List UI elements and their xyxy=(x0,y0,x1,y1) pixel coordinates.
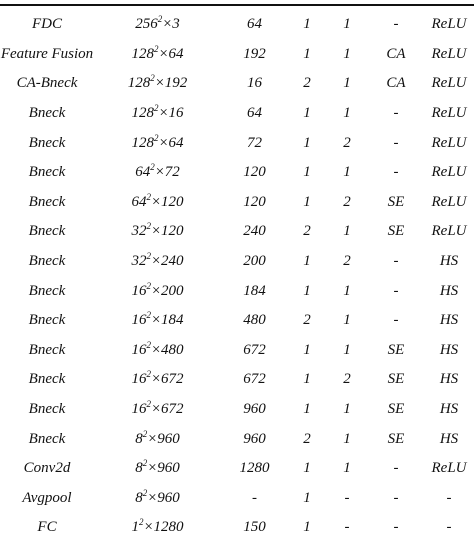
input-size-cell xyxy=(94,69,221,99)
stride-cell: 1 xyxy=(303,519,311,536)
input-size-exponent: 2 xyxy=(146,221,151,232)
repeat-cell: 1 xyxy=(343,282,351,299)
operator-cell: Bneck xyxy=(28,253,66,270)
input-size-exponent: 2 xyxy=(142,428,148,439)
operator-cell: Feature Fusion xyxy=(0,45,94,62)
input-size-cell xyxy=(94,365,221,395)
operator-cell: Bneck xyxy=(28,430,66,447)
operator-cell: Bneck xyxy=(28,105,66,122)
expansion-cell: 16 xyxy=(247,75,262,92)
input-size-exponent: 2 xyxy=(146,399,151,410)
table-row xyxy=(0,128,474,158)
input-size-channels: ×120 xyxy=(150,193,184,210)
stride-cell: 1 xyxy=(303,164,311,181)
attention-cell: CA xyxy=(386,75,406,92)
input-size-channels: ×200 xyxy=(150,282,184,299)
attention-cell: - xyxy=(393,489,399,506)
input-size-exponent: 2 xyxy=(153,43,159,54)
table-row xyxy=(0,454,474,484)
table-row xyxy=(0,276,474,306)
stride-cell: 2 xyxy=(303,312,311,329)
operator-cell: Bneck xyxy=(28,134,66,151)
input-size-cell xyxy=(94,158,221,188)
input-size-base: 64 xyxy=(131,193,147,210)
nonlinearity-cell: HS xyxy=(439,312,459,329)
repeat-cell: 1 xyxy=(343,164,351,181)
table-row xyxy=(0,336,474,366)
nonlinearity-cell: HS xyxy=(439,341,459,358)
attention-cell: - xyxy=(393,105,399,122)
input-size-cell xyxy=(94,40,221,70)
repeat-cell: - xyxy=(344,519,350,536)
input-size-channels: ×16 xyxy=(158,105,184,122)
expansion-cell: 672 xyxy=(243,341,266,358)
repeat-cell: - xyxy=(344,489,350,506)
attention-cell: SE xyxy=(387,371,405,388)
operator-cell: CA-Bneck xyxy=(16,75,78,92)
repeat-cell: 2 xyxy=(343,193,351,210)
stride-cell: 1 xyxy=(303,193,311,210)
stride-cell: 1 xyxy=(303,401,311,418)
table-row xyxy=(0,40,474,70)
input-size-channels: ×64 xyxy=(158,45,184,62)
operator-cell: Bneck xyxy=(28,282,66,299)
stride-cell: 2 xyxy=(303,223,311,240)
nonlinearity-cell: ReLU xyxy=(431,16,467,33)
input-size-cell xyxy=(94,424,221,454)
input-size-base: 64 xyxy=(135,164,151,181)
repeat-cell: 2 xyxy=(343,371,351,388)
table-row xyxy=(0,306,474,336)
input-size-exponent: 2 xyxy=(146,310,151,321)
table-row xyxy=(0,10,474,40)
input-size-channels: ×120 xyxy=(150,223,184,240)
attention-cell: SE xyxy=(387,223,405,240)
nonlinearity-cell: - xyxy=(446,519,452,536)
repeat-cell: 1 xyxy=(343,341,351,358)
expansion-cell: 672 xyxy=(243,371,266,388)
input-size-cell xyxy=(94,395,221,425)
nonlinearity-cell: HS xyxy=(439,371,459,388)
repeat-cell: 1 xyxy=(343,45,351,62)
input-size-exponent: 2 xyxy=(146,280,151,291)
nonlinearity-cell: HS xyxy=(439,430,459,447)
input-size-exponent: 2 xyxy=(157,14,163,25)
input-size-base: 128 xyxy=(131,45,154,62)
expansion-cell: 120 xyxy=(243,193,266,210)
stride-cell: 1 xyxy=(303,134,311,151)
attention-cell: SE xyxy=(387,341,405,358)
input-size-channels: ×184 xyxy=(150,312,184,329)
repeat-cell: 2 xyxy=(343,253,351,270)
input-size-base: 128 xyxy=(131,134,154,151)
input-size-channels: ×960 xyxy=(147,489,180,506)
input-size-exponent: 2 xyxy=(142,487,148,498)
attention-cell: - xyxy=(393,312,399,329)
stride-cell: 1 xyxy=(303,16,311,33)
expansion-cell: - xyxy=(252,489,257,506)
operator-cell: Bneck xyxy=(28,341,66,358)
repeat-cell: 1 xyxy=(343,16,351,33)
table-row xyxy=(0,395,474,425)
attention-cell: - xyxy=(393,134,399,151)
nonlinearity-cell: ReLU xyxy=(431,105,467,122)
expansion-cell: 480 xyxy=(243,312,266,329)
repeat-cell: 1 xyxy=(343,75,351,92)
table-body xyxy=(0,10,474,543)
operator-cell: Bneck xyxy=(28,193,66,210)
table-row xyxy=(0,99,474,129)
operator-cell: Bneck xyxy=(28,223,66,240)
table-row xyxy=(0,217,474,247)
stride-cell: 1 xyxy=(303,460,311,477)
stride-cell: 2 xyxy=(303,430,311,447)
expansion-cell: 72 xyxy=(247,134,262,151)
stride-cell: 2 xyxy=(303,75,311,92)
nonlinearity-cell: - xyxy=(446,489,452,506)
nonlinearity-cell: ReLU xyxy=(431,223,467,240)
operator-cell: FC xyxy=(37,519,57,536)
input-size-cell xyxy=(94,99,221,129)
input-size-base: 128 xyxy=(127,75,151,92)
input-size-cell xyxy=(94,10,221,40)
expansion-cell: 1280 xyxy=(239,460,270,477)
input-size-base: 128 xyxy=(131,105,154,122)
input-size-channels: ×1280 xyxy=(143,519,184,536)
input-size-exponent: 2 xyxy=(150,73,155,84)
input-size-channels: ×960 xyxy=(147,460,180,477)
operator-cell: Bneck xyxy=(28,164,66,181)
stride-cell: 1 xyxy=(303,45,311,62)
input-size-channels: ×240 xyxy=(150,253,184,270)
input-size-exponent: 2 xyxy=(153,132,159,143)
expansion-cell: 120 xyxy=(243,164,266,181)
table-row xyxy=(0,365,474,395)
expansion-cell: 64 xyxy=(247,105,262,122)
nonlinearity-cell: HS xyxy=(439,401,459,418)
input-size-base: 16 xyxy=(131,312,147,329)
input-size-channels: ×960 xyxy=(147,430,180,447)
expansion-cell: 192 xyxy=(243,45,266,62)
input-size-cell xyxy=(94,454,221,484)
input-size-base: 16 xyxy=(131,341,147,358)
repeat-cell: 1 xyxy=(343,401,351,418)
nonlinearity-cell: ReLU xyxy=(431,134,467,151)
input-size-cell xyxy=(94,276,221,306)
input-size-base: 16 xyxy=(131,371,147,388)
input-size-channels: ×672 xyxy=(150,371,184,388)
input-size-exponent: 2 xyxy=(138,517,144,528)
attention-cell: - xyxy=(393,164,399,181)
expansion-cell: 240 xyxy=(243,223,266,240)
table-row xyxy=(0,69,474,99)
nonlinearity-cell: ReLU xyxy=(431,460,467,477)
input-size-channels: ×3 xyxy=(162,16,180,33)
expansion-cell: 150 xyxy=(243,519,266,536)
input-size-base: 32 xyxy=(131,253,147,270)
input-size-base: 16 xyxy=(131,282,147,299)
table-row xyxy=(0,188,474,218)
repeat-cell: 1 xyxy=(343,312,351,329)
expansion-cell: 200 xyxy=(243,253,266,270)
input-size-cell xyxy=(94,336,221,366)
input-size-base: 32 xyxy=(131,223,147,240)
nonlinearity-cell: ReLU xyxy=(431,193,467,210)
input-size-base: 8 xyxy=(135,460,143,477)
table-row xyxy=(0,424,474,454)
repeat-cell: 1 xyxy=(343,460,351,477)
stride-cell: 1 xyxy=(303,282,311,299)
input-size-channels: ×192 xyxy=(154,75,188,92)
repeat-cell: 1 xyxy=(343,223,351,240)
input-size-cell xyxy=(94,306,221,336)
expansion-cell: 960 xyxy=(243,401,266,418)
input-size-channels: ×480 xyxy=(150,341,184,358)
repeat-cell: 2 xyxy=(343,134,351,151)
input-size-exponent: 2 xyxy=(146,369,151,380)
input-size-base: 8 xyxy=(135,489,143,506)
input-size-cell xyxy=(94,217,221,247)
input-size-channels: ×64 xyxy=(158,134,184,151)
table-row xyxy=(0,513,474,543)
attention-cell: - xyxy=(393,253,399,270)
operator-cell: Conv2d xyxy=(23,460,71,477)
attention-cell: - xyxy=(393,460,399,477)
stride-cell: 1 xyxy=(303,371,311,388)
input-size-exponent: 2 xyxy=(153,103,159,114)
table-row xyxy=(0,484,474,514)
input-size-base: 16 xyxy=(131,401,147,418)
attention-cell: - xyxy=(393,282,399,299)
stride-cell: 1 xyxy=(303,489,311,506)
repeat-cell: 1 xyxy=(343,105,351,122)
operator-cell: Bneck xyxy=(28,312,66,329)
nonlinearity-cell: ReLU xyxy=(431,45,467,62)
stride-cell: 1 xyxy=(303,105,311,122)
attention-cell: SE xyxy=(387,401,405,418)
table-top-rule xyxy=(0,4,474,6)
input-size-cell xyxy=(94,247,221,277)
repeat-cell: 1 xyxy=(343,430,351,447)
table-row xyxy=(0,247,474,277)
attention-cell: SE xyxy=(387,193,405,210)
attention-cell: CA xyxy=(386,45,406,62)
input-size-base: 256 xyxy=(135,16,158,33)
expansion-cell: 960 xyxy=(243,430,266,447)
expansion-cell: 184 xyxy=(243,282,266,299)
input-size-base: 1 xyxy=(131,519,139,536)
input-size-exponent: 2 xyxy=(146,191,151,202)
input-size-exponent: 2 xyxy=(146,339,151,350)
input-size-base: 8 xyxy=(135,430,143,447)
input-size-cell xyxy=(94,513,221,543)
input-size-exponent: 2 xyxy=(142,458,148,469)
stride-cell: 1 xyxy=(303,253,311,270)
input-size-channels: ×672 xyxy=(150,401,184,418)
nonlinearity-cell: ReLU xyxy=(431,75,467,92)
nonlinearity-cell: ReLU xyxy=(431,164,467,181)
operator-cell: Avgpool xyxy=(22,489,72,506)
stride-cell: 1 xyxy=(303,341,311,358)
attention-cell: - xyxy=(393,16,399,33)
input-size-cell xyxy=(94,188,221,218)
nonlinearity-cell: HS xyxy=(439,253,459,270)
operator-cell: Bneck xyxy=(28,401,66,418)
architecture-table xyxy=(0,10,474,543)
input-size-cell xyxy=(94,484,221,514)
attention-cell: - xyxy=(393,519,399,536)
input-size-channels: ×72 xyxy=(154,164,180,181)
nonlinearity-cell: HS xyxy=(439,282,459,299)
input-size-cell xyxy=(94,128,221,158)
operator-cell: FDC xyxy=(32,16,62,33)
table-row xyxy=(0,158,474,188)
input-size-exponent: 2 xyxy=(146,251,151,262)
input-size-exponent: 2 xyxy=(150,162,155,173)
expansion-cell: 64 xyxy=(247,16,262,33)
attention-cell: SE xyxy=(387,430,405,447)
operator-cell: Bneck xyxy=(28,371,66,388)
